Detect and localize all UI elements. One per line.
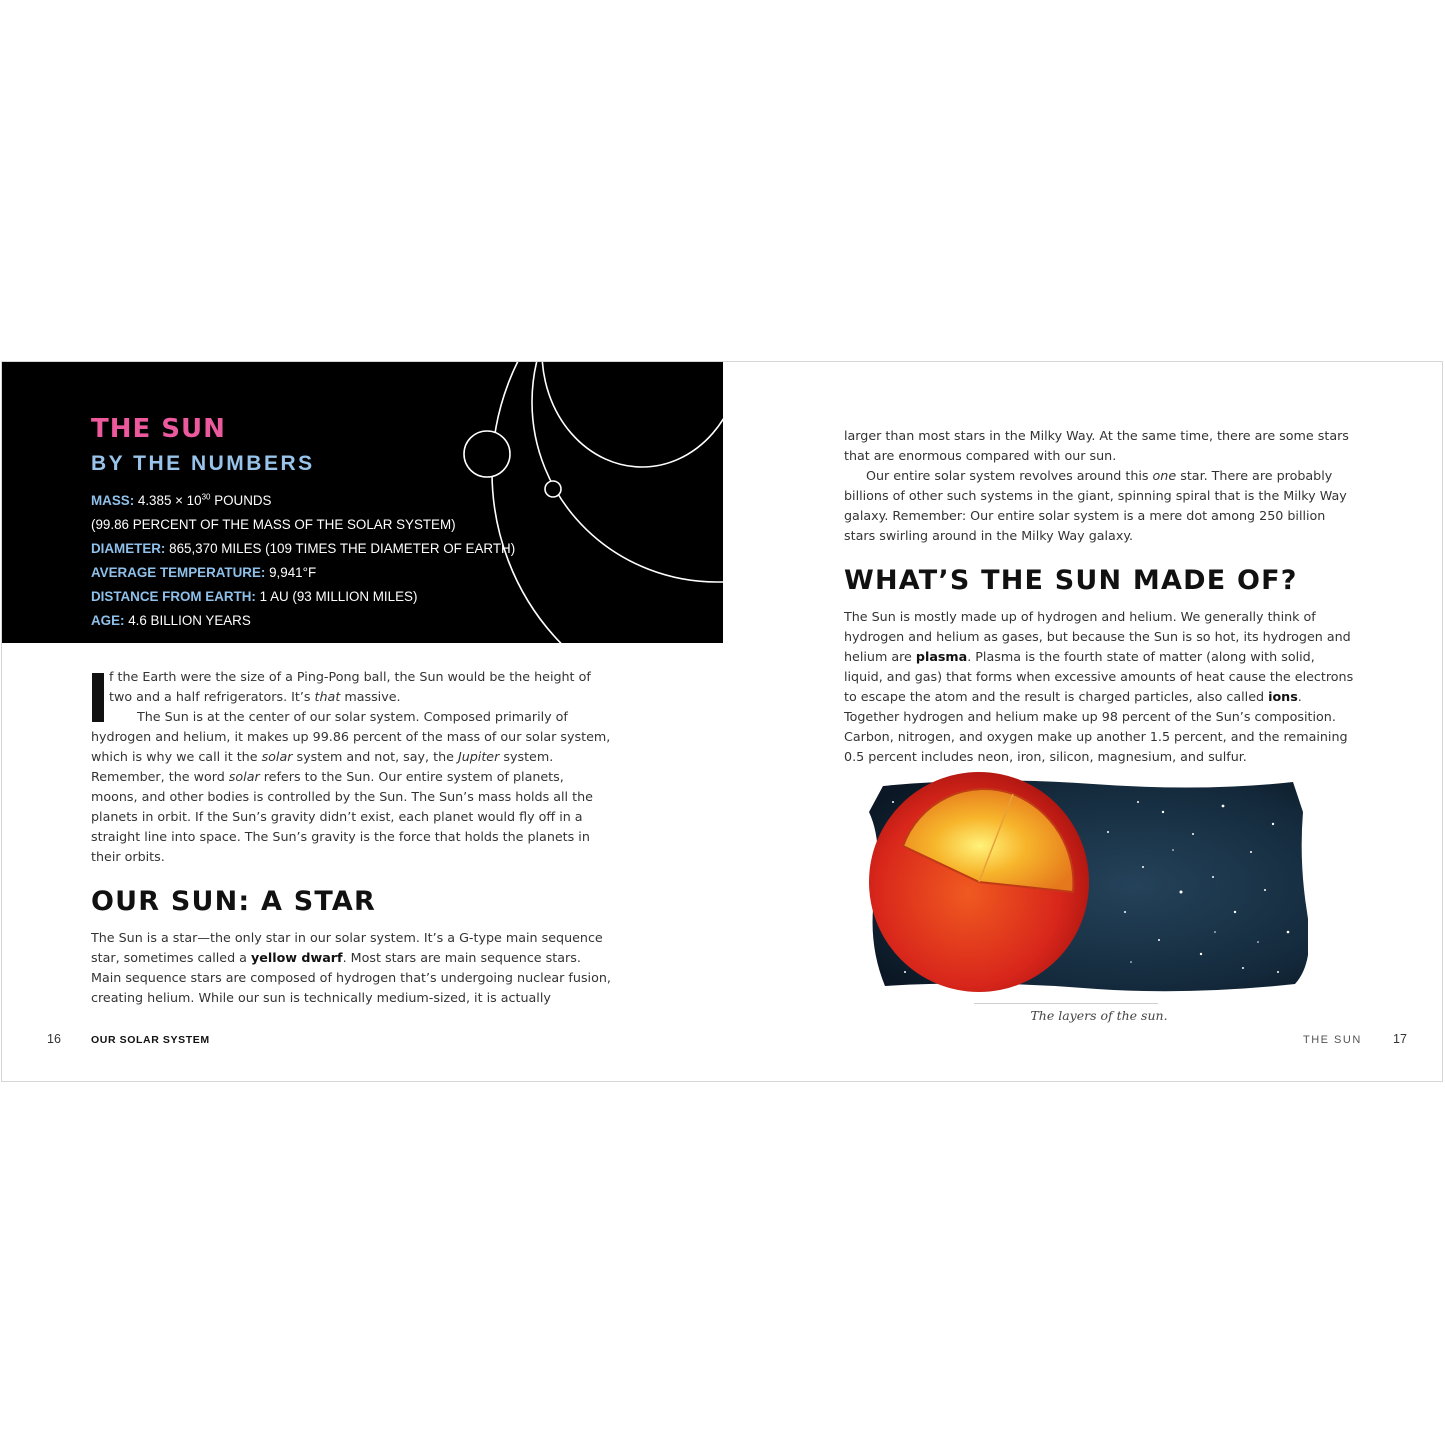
image-caption: The layers of the sun.	[1030, 1008, 1168, 1023]
fact-label: DIAMETER:	[91, 541, 166, 556]
intro-text	[91, 667, 611, 867]
fact-list	[91, 489, 551, 633]
running-head-right: THE SUN	[1303, 1034, 1362, 1046]
text-run: The Sun is a star—the only star in our solar system. It’s a G-type main sequence star, sometimes called a	[91, 930, 603, 965]
fact-mass-percent	[91, 513, 551, 537]
book-spread	[1, 361, 1443, 1082]
continued-text	[844, 426, 1354, 546]
text-run: star. There are probably billions of other such systems in the giant, spinning spiral that is the Milky Way galaxy. Remember: Our entire solar system is a mere dot among 250 billion stars swirling around in the Milky Way galaxy.	[844, 468, 1347, 543]
fact-value: 1 AU (93 MILLION MILES)	[259, 589, 418, 604]
glossary-term: yellow dwarf	[251, 950, 343, 965]
sun-by-the-numbers-box	[2, 362, 723, 643]
galaxy-paragraph	[844, 466, 1354, 546]
text-run: The Sun is mostly made up of hydrogen and helium. We generally think of hydrogen and helium as gases, but because the Sun is so hot, its hydrogen and helium are	[844, 609, 1351, 664]
text-run: The Sun is at the center of our solar system. Composed primarily of hydrogen and helium, it makes up 99.86 percent of the mass of our solar system, which is why we call it the	[91, 709, 611, 764]
emphasis: solar	[261, 749, 293, 764]
composition-text	[844, 607, 1354, 767]
right-page	[723, 362, 1443, 1081]
text-run: refers to the Sun. Our entire system of planets, moons, and other bodies is controlled by the Sun. The Sun’s mass holds all the planets in orbit. If the Sun’s gravity didn’t exist, each planet would fly off in a straight line into space. The Sun’s gravity is the force that holds the planets in their orbits.	[91, 769, 593, 864]
fact-value: 9,941°F	[269, 565, 317, 580]
fact-temperature	[91, 561, 551, 585]
emphasis: one	[1152, 468, 1177, 483]
emphasis: solar	[228, 769, 260, 784]
fact-diameter	[91, 537, 551, 561]
text-run: . Most stars are main sequence stars. Main sequence stars are composed of hydrogen that’s undergoing nuclear fusion, creating helium. While our sun is technically medium-sized, it is actually	[91, 950, 611, 1005]
sidebar-title: THE SUN	[91, 414, 226, 444]
fact-label: AGE:	[91, 613, 125, 628]
emphasis: that	[314, 689, 341, 704]
glossary-term: ions	[1268, 689, 1298, 704]
star-paragraph	[91, 928, 611, 1008]
fact-value: 4.6 BILLION YEARS	[128, 613, 251, 628]
caption-rule	[974, 1003, 1158, 1004]
text-run: Our entire solar system revolves around this	[866, 468, 1153, 483]
intro-paragraph-2	[91, 707, 611, 867]
section-heading-made-of: WHAT’S THE SUN MADE OF?	[844, 565, 1298, 596]
fact-label: DISTANCE FROM EARTH:	[91, 589, 256, 604]
fact-distance	[91, 585, 551, 609]
fact-value: 865,370 MILES (109 TIMES THE DIAMETER OF EARTH)	[169, 541, 516, 556]
continued-paragraph: larger than most stars in the Milky Way. At the same time, there are some stars that are enormous compared with our sun.	[844, 428, 1349, 463]
sun-layers-illustration	[863, 772, 1308, 1000]
star-text	[91, 928, 611, 1008]
sidebar-subtitle: BY THE NUMBERS	[91, 452, 315, 475]
section-heading-our-sun: OUR SUN: A STAR	[91, 886, 376, 917]
large-planet-icon	[464, 431, 510, 477]
fact-label: AVERAGE TEMPERATURE:	[91, 565, 266, 580]
emphasis: Jupiter	[457, 749, 500, 764]
text-run: f the Earth were the size of a Ping-Pong ball, the Sun would be the height of two and a half refrigerators. It’s	[109, 669, 591, 704]
fact-value	[138, 493, 272, 508]
page-number-left: 16	[47, 1032, 61, 1046]
text-run: . Plasma is the fourth state of matter (along with solid, liquid, and gas) that forms when excessive amounts of heat cause the electrons to escape the atom and the result is charged particles, also called	[844, 649, 1354, 704]
page-number-right: 17	[1393, 1032, 1407, 1046]
middle-orbit	[532, 362, 723, 582]
text-run: . Together hydrogen and helium make up 98 percent of the Sun’s composition. Carbon, nitrogen, and oxygen make up another 1.5 percent, and the remaining 0.5 percent includes neon, iron, silicon, magnesium, and sulfur.	[844, 689, 1348, 764]
fact-value: (99.86 PERCENT OF THE MASS OF THE SOLAR SYSTEM)	[91, 517, 456, 532]
composition-paragraph	[844, 607, 1354, 767]
left-page	[2, 362, 723, 1081]
fact-value-unit: POUNDS	[210, 493, 272, 508]
fact-value-exponent: 30	[201, 492, 211, 502]
text-run: system. Remember, the word	[91, 749, 554, 784]
fact-age	[91, 609, 551, 633]
text-run: system and not, say, the	[292, 749, 458, 764]
running-head-left: OUR SOLAR SYSTEM	[91, 1034, 210, 1046]
glossary-term: plasma	[915, 649, 968, 664]
fact-mass	[91, 489, 551, 513]
text-run: massive.	[340, 689, 401, 704]
inner-orbit	[542, 362, 723, 467]
intro-paragraph-1	[91, 667, 611, 707]
fact-value-base: 4.385 × 10	[137, 493, 202, 508]
fact-label: MASS:	[91, 493, 135, 508]
